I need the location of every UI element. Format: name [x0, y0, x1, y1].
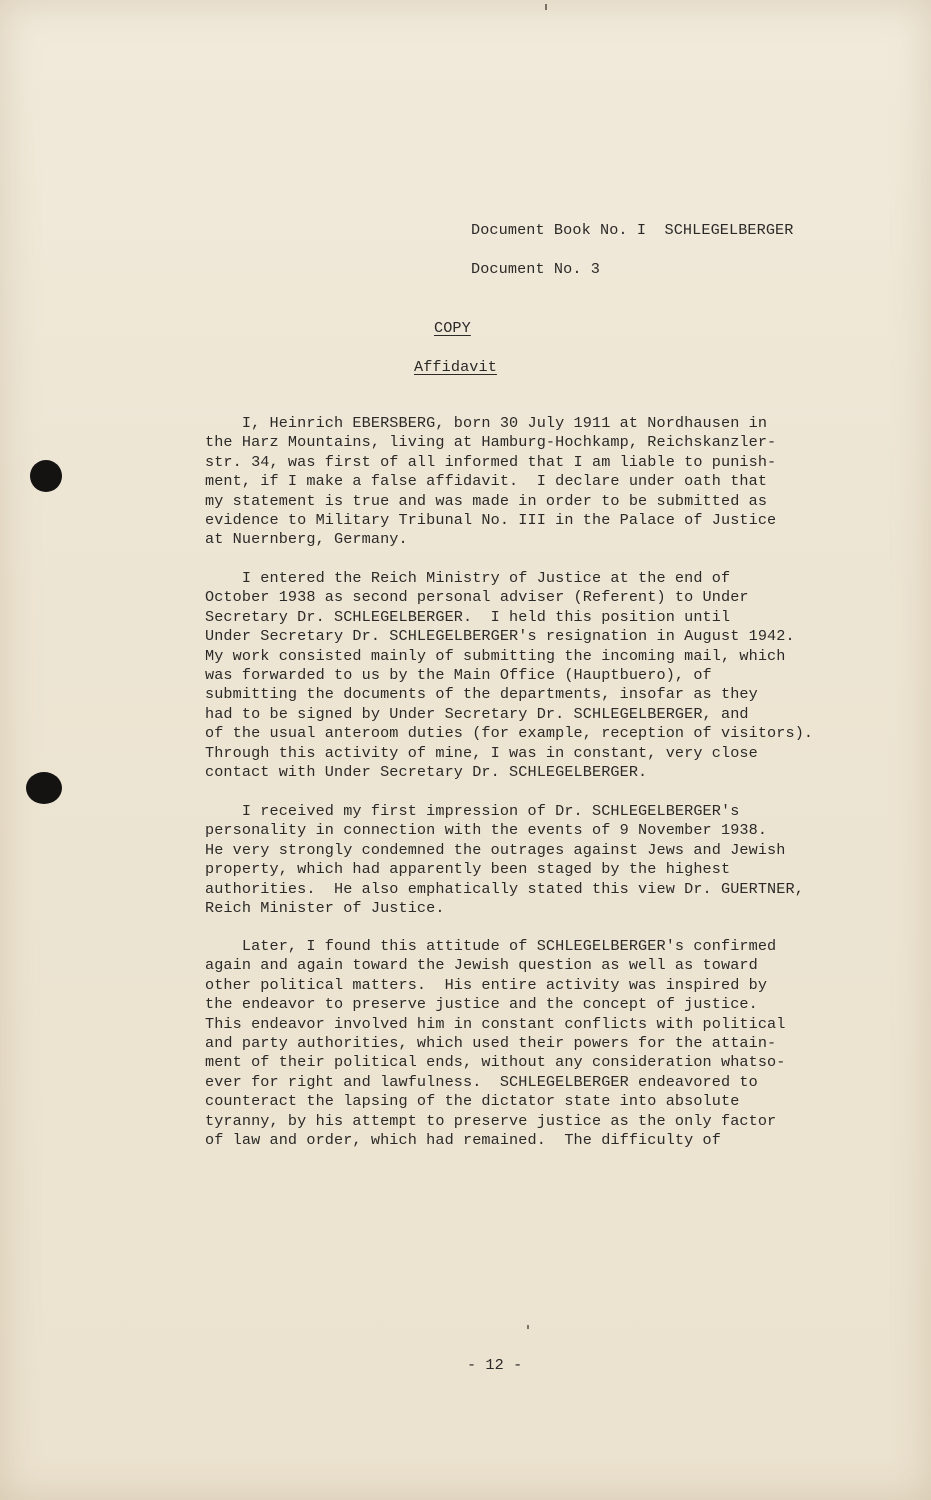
paragraph-declaration: [205, 414, 845, 550]
text-line: str. 34, was first of all informed that I am liable to punish-: [205, 452, 777, 471]
text-line: Under Secretary Dr. SCHLEGELBERGER's resignation in August 1942.: [205, 627, 795, 646]
paragraph-attitude: [205, 937, 845, 1150]
text-line: This endeavor involved him in constant conflicts with political: [205, 1014, 786, 1033]
text-line: He very strongly condemned the outrages against Jews and Jewish: [205, 840, 786, 859]
text-line: the endeavor to preserve justice and the concept of justice.: [205, 995, 758, 1014]
text-line: My work consisted mainly of submitting the incoming mail, which: [205, 646, 786, 665]
document-book-line: Document Book No. I SCHLEGELBERGER: [471, 221, 794, 239]
text-line: at Nuernberg, Germany.: [205, 530, 408, 549]
punch-hole-upper: [30, 460, 62, 492]
text-line: Reich Minister of Justice.: [205, 898, 445, 917]
paragraph-first-impression: [205, 802, 845, 918]
text-line: evidence to Military Tribunal No. III in the Palace of Justice: [205, 510, 777, 529]
text-line: submitting the documents of the departments, insofar as they: [205, 685, 758, 704]
text-line: authorities. He also emphatically stated this view Dr. GUERTNER,: [205, 879, 804, 898]
text-line: October 1938 as second personal adviser (Referent) to Under: [205, 588, 749, 607]
scan-speck: [527, 1325, 529, 1329]
text-line: counteract the lapsing of the dictator state into absolute: [205, 1092, 740, 1111]
text-line: Secretary Dr. SCHLEGELBERGER. I held this position until: [205, 607, 731, 626]
text-line: Through this activity of mine, I was in constant, very close: [205, 743, 758, 762]
text-line: my statement is true and was made in order to be submitted as: [205, 491, 768, 510]
text-line: of the usual anteroom duties (for example, reception of visitors).: [205, 724, 814, 743]
scan-speck: [545, 4, 547, 10]
text-line: property, which had apparently been staged by the highest: [205, 860, 731, 879]
text-line: had to be signed by Under Secretary Dr. SCHLEGELBERGER, and: [205, 704, 749, 723]
text-line: ment of their political ends, without any consideration whatso-: [205, 1053, 786, 1072]
text-line: and party authorities, which used their powers for the attain-: [205, 1033, 777, 1052]
punch-hole-lower: [26, 772, 62, 804]
text-line: Later, I found this attitude of SCHLEGELBERGER's confirmed: [205, 937, 777, 955]
text-line: other political matters. His entire activity was inspired by: [205, 975, 768, 994]
text-line: I entered the Reich Ministry of Justice at the end of: [205, 569, 731, 587]
affidavit-title: Affidavit: [414, 358, 497, 376]
text-line: I, Heinrich EBERSBERG, born 30 July 1911 at Nordhausen in: [205, 414, 768, 432]
text-line: I received my first impression of Dr. SCHLEGELBERGER's: [205, 802, 740, 820]
page-number: - 12 -: [467, 1356, 523, 1374]
text-line: of law and order, which had remained. The difficulty of: [205, 1130, 721, 1149]
document-number-line: Document No. 3: [471, 260, 600, 278]
paragraph-position: [205, 569, 845, 782]
text-line: contact with Under Secretary Dr. SCHLEGELBERGER.: [205, 762, 648, 781]
text-line: tyranny, by his attempt to preserve justice as the only factor: [205, 1111, 777, 1130]
text-line: was forwarded to us by the Main Office (Hauptbuero), of: [205, 665, 712, 684]
text-line: personality in connection with the events of 9 November 1938.: [205, 821, 768, 840]
copy-heading: COPY: [434, 319, 471, 337]
text-line: again and again toward the Jewish question as well as toward: [205, 956, 758, 975]
text-line: ment, if I make a false affidavit. I declare under oath that: [205, 472, 768, 491]
text-line: the Harz Mountains, living at Hamburg-Hochkamp, Reichskanzler-: [205, 433, 777, 452]
text-line: ever for right and lawfulness. SCHLEGELBERGER endeavored to: [205, 1072, 758, 1091]
